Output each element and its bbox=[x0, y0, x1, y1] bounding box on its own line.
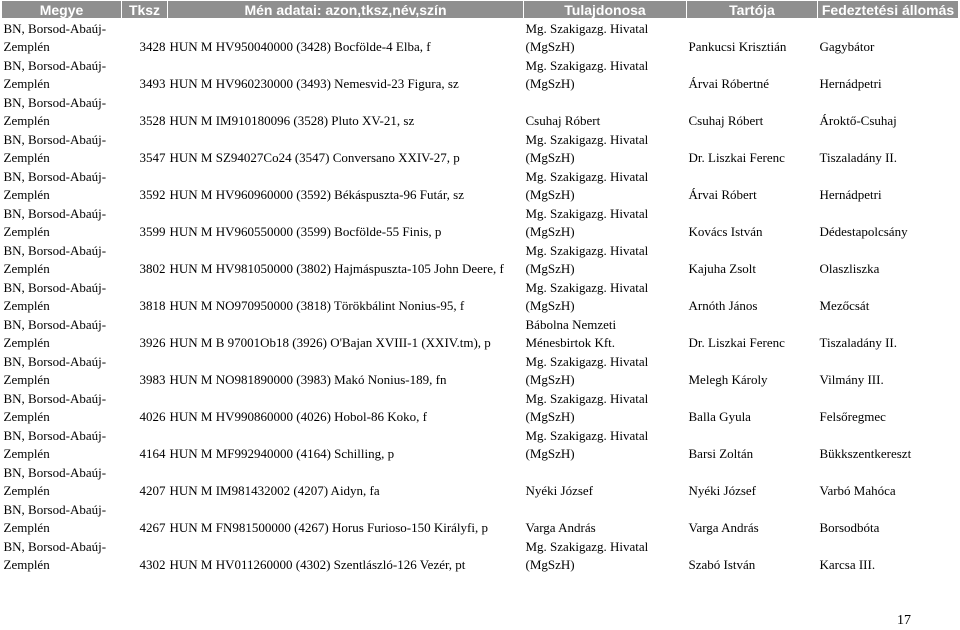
cell-megye: BN, Borsod-Abaúj-Zemplén bbox=[3, 465, 107, 498]
cell-horse: HUN M HV960550000 (3599) Bocfölde-55 Finis, p bbox=[169, 224, 442, 239]
cell-tksz: 3528 bbox=[139, 113, 166, 128]
header-station: Fedeztetési állomás bbox=[818, 1, 959, 19]
cell-keeper: Csuhaj Róbert bbox=[688, 113, 764, 128]
cell-station: Vilmány III. bbox=[819, 372, 884, 387]
table-row bbox=[2, 278, 959, 315]
header-keeper: Tartója bbox=[687, 1, 818, 19]
cell-horse: HUN M NO981890000 (3983) Makó Nonius-189, fn bbox=[169, 372, 447, 387]
cell-horse: HUN M SZ94027Co24 (3547) Conversano XXIV-27, p bbox=[169, 150, 460, 165]
table-row bbox=[2, 463, 959, 500]
cell-horse: HUN M IM981432002 (4207) Aidyn, fa bbox=[169, 483, 380, 498]
cell-keeper: Varga András bbox=[688, 520, 759, 535]
cell-horse: HUN M HV960230000 (3493) Nemesvid-23 Figura, sz bbox=[169, 76, 459, 91]
page-number: 17 bbox=[897, 613, 911, 628]
cell-tksz: 3926 bbox=[139, 335, 166, 350]
cell-keeper: Barsi Zoltán bbox=[688, 446, 754, 461]
cell-megye: BN, Borsod-Abaúj-Zemplén bbox=[3, 317, 107, 350]
cell-tksz: 4302 bbox=[139, 557, 166, 572]
cell-tksz: 3818 bbox=[139, 298, 166, 313]
table-row bbox=[2, 241, 959, 278]
cell-owner: Mg. Szakigazg. Hivatal (MgSzH) bbox=[525, 169, 649, 202]
cell-station: Hernádpetri bbox=[819, 187, 882, 202]
cell-horse: HUN M B 97001Ob18 (3926) O'Bajan XVIII-1 (XXIV.tm), p bbox=[169, 335, 491, 350]
cell-owner: Mg. Szakigazg. Hivatal (MgSzH) bbox=[525, 539, 649, 572]
stallion-table bbox=[1, 0, 959, 574]
header-tksz: Tksz bbox=[122, 1, 168, 19]
cell-tksz: 3547 bbox=[139, 150, 166, 165]
cell-station: Gagybátor bbox=[819, 39, 875, 54]
cell-megye: BN, Borsod-Abaúj-Zemplén bbox=[3, 354, 107, 387]
cell-keeper: Árvai Róbertné bbox=[688, 76, 770, 91]
cell-horse: HUN M NO970950000 (3818) Törökbálint Nonius-95, f bbox=[169, 298, 465, 313]
cell-keeper: Dr. Liszkai Ferenc bbox=[688, 150, 785, 165]
cell-horse: HUN M HV950040000 (3428) Bocfölde-4 Elba, f bbox=[169, 39, 431, 54]
cell-megye: BN, Borsod-Abaúj-Zemplén bbox=[3, 539, 107, 572]
table-row bbox=[2, 426, 959, 463]
cell-megye: BN, Borsod-Abaúj-Zemplén bbox=[3, 58, 107, 91]
cell-keeper: Pankucsi Krisztián bbox=[688, 39, 787, 54]
cell-tksz: 3493 bbox=[139, 76, 166, 91]
cell-tksz: 4026 bbox=[139, 409, 166, 424]
cell-owner: Mg. Szakigazg. Hivatal (MgSzH) bbox=[525, 132, 649, 165]
cell-tksz: 3983 bbox=[139, 372, 166, 387]
table-row bbox=[2, 167, 959, 204]
cell-station: Varbó Mahóca bbox=[819, 483, 896, 498]
cell-station: Bükkszentkereszt bbox=[819, 446, 912, 461]
cell-tksz: 3802 bbox=[139, 261, 166, 276]
table-row bbox=[2, 500, 959, 537]
cell-megye: BN, Borsod-Abaúj-Zemplén bbox=[3, 428, 107, 461]
cell-owner: Mg. Szakigazg. Hivatal (MgSzH) bbox=[525, 428, 649, 461]
cell-owner: Mg. Szakigazg. Hivatal (MgSzH) bbox=[525, 21, 649, 54]
cell-owner: Mg. Szakigazg. Hivatal (MgSzH) bbox=[525, 243, 649, 276]
cell-megye: BN, Borsod-Abaúj-Zemplén bbox=[3, 243, 107, 276]
table-row bbox=[2, 389, 959, 426]
cell-owner: Mg. Szakigazg. Hivatal (MgSzH) bbox=[525, 354, 649, 387]
header-horse: Mén adatai: azon,tksz,név,szín bbox=[168, 1, 524, 19]
cell-horse: HUN M HV990860000 (4026) Hobol-86 Koko, f bbox=[169, 409, 427, 424]
cell-megye: BN, Borsod-Abaúj-Zemplén bbox=[3, 169, 107, 202]
cell-station: Dédestapolcsány bbox=[819, 224, 908, 239]
table-row bbox=[2, 352, 959, 389]
header-owner: Tulajdonosa bbox=[524, 1, 687, 19]
cell-owner: Mg. Szakigazg. Hivatal (MgSzH) bbox=[525, 280, 649, 313]
cell-station: Olaszliszka bbox=[819, 261, 880, 276]
cell-megye: BN, Borsod-Abaúj-Zemplén bbox=[3, 95, 107, 128]
cell-station: Tiszaladány II. bbox=[819, 150, 898, 165]
cell-horse: HUN M FN981500000 (4267) Horus Furioso-150 Királyfi, p bbox=[169, 520, 488, 535]
cell-tksz: 4267 bbox=[139, 520, 166, 535]
table-row bbox=[2, 56, 959, 93]
cell-megye: BN, Borsod-Abaúj-Zemplén bbox=[3, 280, 107, 313]
cell-owner: Mg. Szakigazg. Hivatal (MgSzH) bbox=[525, 58, 649, 91]
table-row bbox=[2, 204, 959, 241]
header-row bbox=[2, 1, 959, 19]
cell-megye: BN, Borsod-Abaúj-Zemplén bbox=[3, 391, 107, 424]
cell-horse: HUN M IM910180096 (3528) Pluto XV-21, sz bbox=[169, 113, 415, 128]
cell-keeper: Szabó István bbox=[688, 557, 756, 572]
cell-horse: HUN M HV960960000 (3592) Békáspuszta-96 Futár, sz bbox=[169, 187, 464, 202]
cell-station: Felsőregmec bbox=[819, 409, 886, 424]
cell-tksz: 3599 bbox=[139, 224, 166, 239]
cell-station: Tiszaladány II. bbox=[819, 335, 898, 350]
cell-keeper: Kovács István bbox=[688, 224, 763, 239]
cell-owner: Csuhaj Róbert bbox=[525, 113, 601, 128]
cell-station: Borsodbóta bbox=[819, 520, 880, 535]
cell-horse: HUN M MF992940000 (4164) Schilling, p bbox=[169, 446, 395, 461]
cell-station: Mezőcsát bbox=[819, 298, 870, 313]
cell-keeper: Árvai Róbert bbox=[688, 187, 757, 202]
table-row bbox=[2, 130, 959, 167]
cell-megye: BN, Borsod-Abaúj-Zemplén bbox=[3, 206, 107, 239]
cell-megye: BN, Borsod-Abaúj-Zemplén bbox=[3, 21, 107, 54]
header-megye: Megye bbox=[2, 1, 122, 19]
cell-station: Ároktő-Csuhaj bbox=[819, 113, 897, 128]
cell-owner: Varga András bbox=[525, 520, 596, 535]
cell-horse: HUN M HV981050000 (3802) Hajmáspuszta-105 John Deere, f bbox=[169, 261, 504, 276]
table-row bbox=[2, 93, 959, 130]
cell-owner: Bábolna Nemzeti Ménesbirtok Kft. bbox=[525, 317, 617, 350]
cell-tksz: 3592 bbox=[139, 187, 166, 202]
cell-owner: Nyéki József bbox=[525, 483, 594, 498]
cell-station: Karcsa III. bbox=[819, 557, 876, 572]
cell-owner: Mg. Szakigazg. Hivatal (MgSzH) bbox=[525, 206, 649, 239]
cell-tksz: 4207 bbox=[139, 483, 166, 498]
cell-station: Hernádpetri bbox=[819, 76, 882, 91]
cell-keeper: Melegh Károly bbox=[688, 372, 768, 387]
cell-keeper: Kajuha Zsolt bbox=[688, 261, 757, 276]
table-row bbox=[2, 537, 959, 574]
cell-keeper: Dr. Liszkai Ferenc bbox=[688, 335, 785, 350]
cell-keeper: Balla Gyula bbox=[688, 409, 751, 424]
cell-tksz: 3428 bbox=[139, 39, 166, 54]
table-row bbox=[2, 19, 959, 57]
cell-tksz: 4164 bbox=[139, 446, 166, 461]
cell-owner: Mg. Szakigazg. Hivatal (MgSzH) bbox=[525, 391, 649, 424]
cell-keeper: Arnóth János bbox=[688, 298, 758, 313]
cell-megye: BN, Borsod-Abaúj-Zemplén bbox=[3, 502, 107, 535]
cell-keeper: Nyéki József bbox=[688, 483, 757, 498]
cell-megye: BN, Borsod-Abaúj-Zemplén bbox=[3, 132, 107, 165]
table-row bbox=[2, 315, 959, 352]
cell-horse: HUN M HV011260000 (4302) Szentlászló-126 Vezér, pt bbox=[169, 557, 466, 572]
